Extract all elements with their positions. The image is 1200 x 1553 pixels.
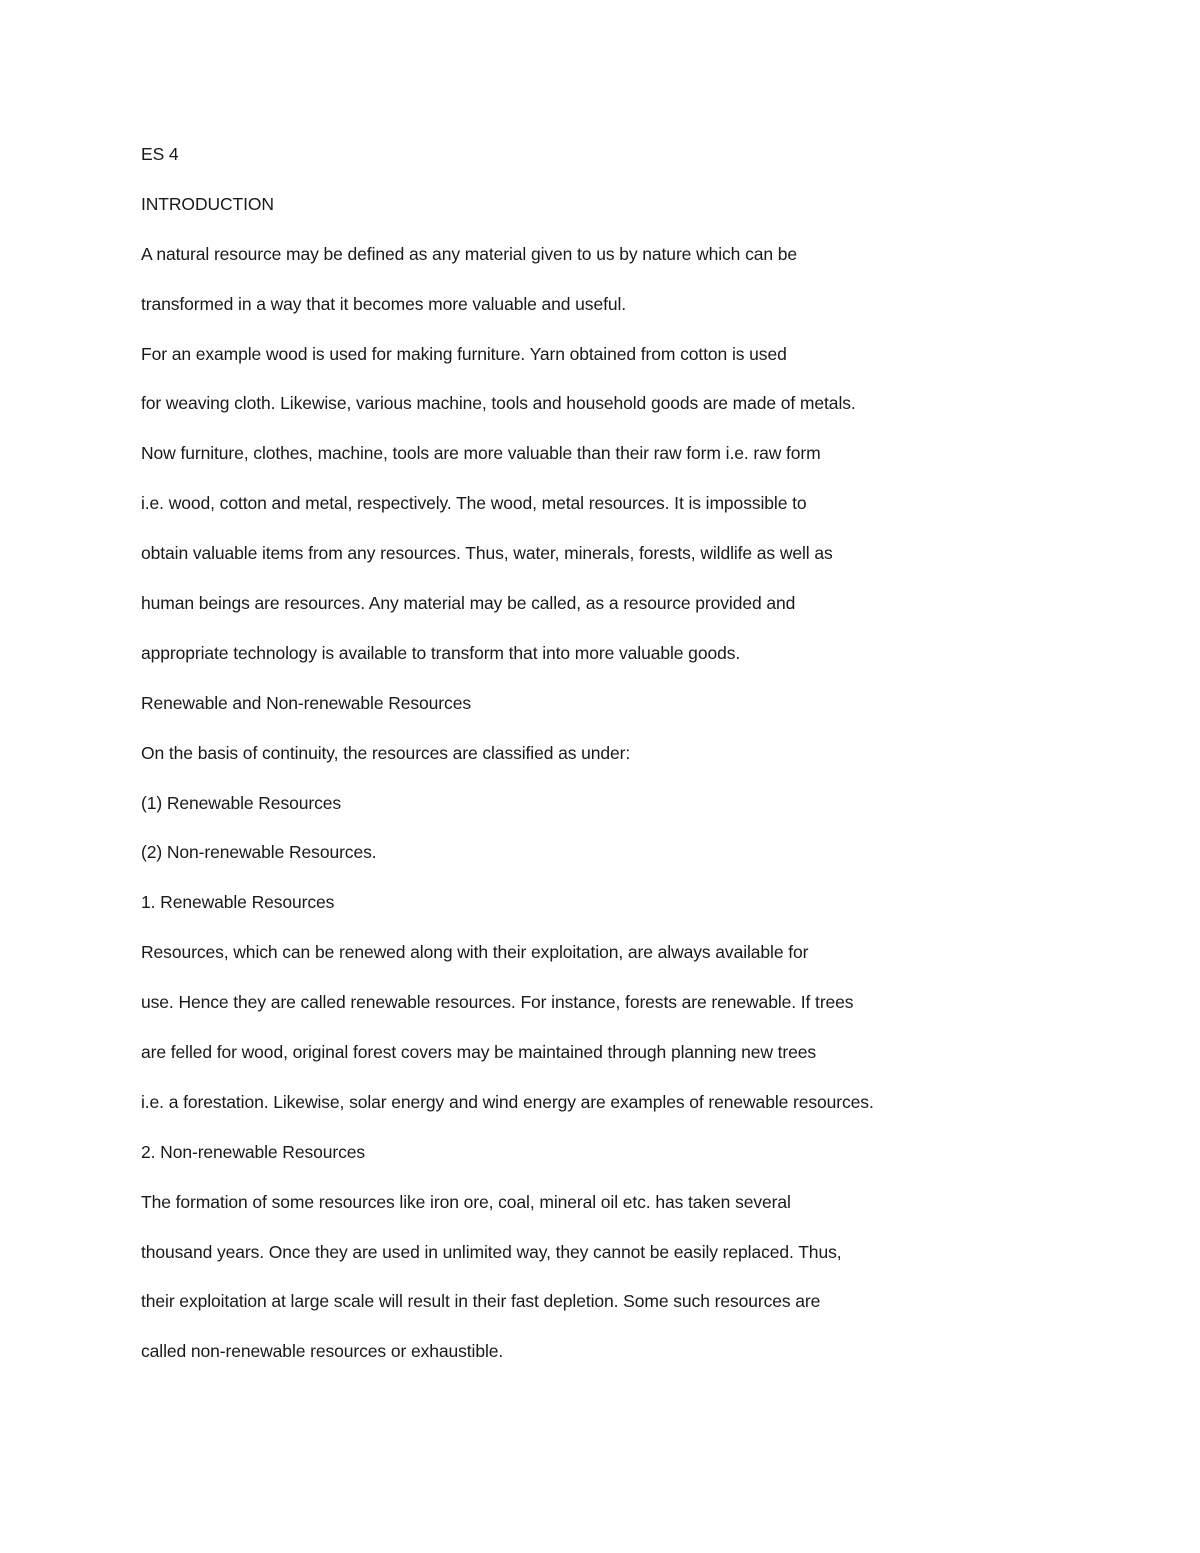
paragraph-line: For an example wood is used for making furniture. Yarn obtained from cotton is used — [141, 343, 787, 364]
section-heading-renewable-nonrenewable: Renewable and Non-renewable Resources — [141, 692, 471, 713]
paragraph-line: thousand years. Once they are used in unlimited way, they cannot be easily replaced. Thus, — [141, 1241, 842, 1262]
paragraph-line: On the basis of continuity, the resources are classified as under: — [141, 742, 631, 763]
paragraph-line: The formation of some resources like iron ore, coal, mineral oil etc. has taken several — [141, 1191, 791, 1212]
paragraph-line: transformed in a way that it becomes more valuable and useful. — [141, 293, 627, 314]
section-heading-introduction: INTRODUCTION — [141, 193, 274, 214]
paragraph-line: Now furniture, clothes, machine, tools are more valuable than their raw form i.e. raw form — [141, 443, 821, 464]
paragraph-line: are felled for wood, original forest covers may be maintained through planning new trees — [141, 1042, 817, 1063]
list-item: (1) Renewable Resources — [141, 792, 342, 813]
paragraph-line: their exploitation at large scale will result in their fast depletion. Some such resources are — [141, 1291, 821, 1312]
paragraph-line: obtain valuable items from any resources. Thus, water, minerals, forests, wildlife as well as — [141, 543, 833, 564]
paragraph-line: human beings are resources. Any material may be called, as a resource provided and — [141, 593, 796, 614]
course-code: ES 4 — [141, 144, 179, 164]
paragraph-line: i.e. wood, cotton and metal, respectively. The wood, metal resources. It is impossible to — [141, 493, 807, 514]
paragraph-line: Resources, which can be renewed along with their exploitation, are always available for — [141, 942, 809, 963]
paragraph-line: for weaving cloth. Likewise, various machine, tools and household goods are made of metals. — [141, 393, 856, 414]
paragraph-line: appropriate technology is available to transform that into more valuable goods. — [141, 642, 741, 663]
subsection-heading-nonrenewable: 2. Non-renewable Resources — [141, 1141, 366, 1162]
paragraph-line: A natural resource may be defined as any material given to us by nature which can be — [141, 243, 798, 264]
paragraph-line: i.e. a forestation. Likewise, solar energy and wind energy are examples of renewable resources. — [141, 1091, 874, 1112]
paragraph-line: use. Hence they are called renewable resources. For instance, forests are renewable. If trees — [141, 992, 854, 1013]
subsection-heading-renewable: 1. Renewable Resources — [141, 892, 335, 913]
list-item: (2) Non-renewable Resources. — [141, 842, 377, 863]
document-body — [141, 140, 1001, 1387]
paragraph-line: called non-renewable resources or exhaustible. — [141, 1341, 504, 1362]
